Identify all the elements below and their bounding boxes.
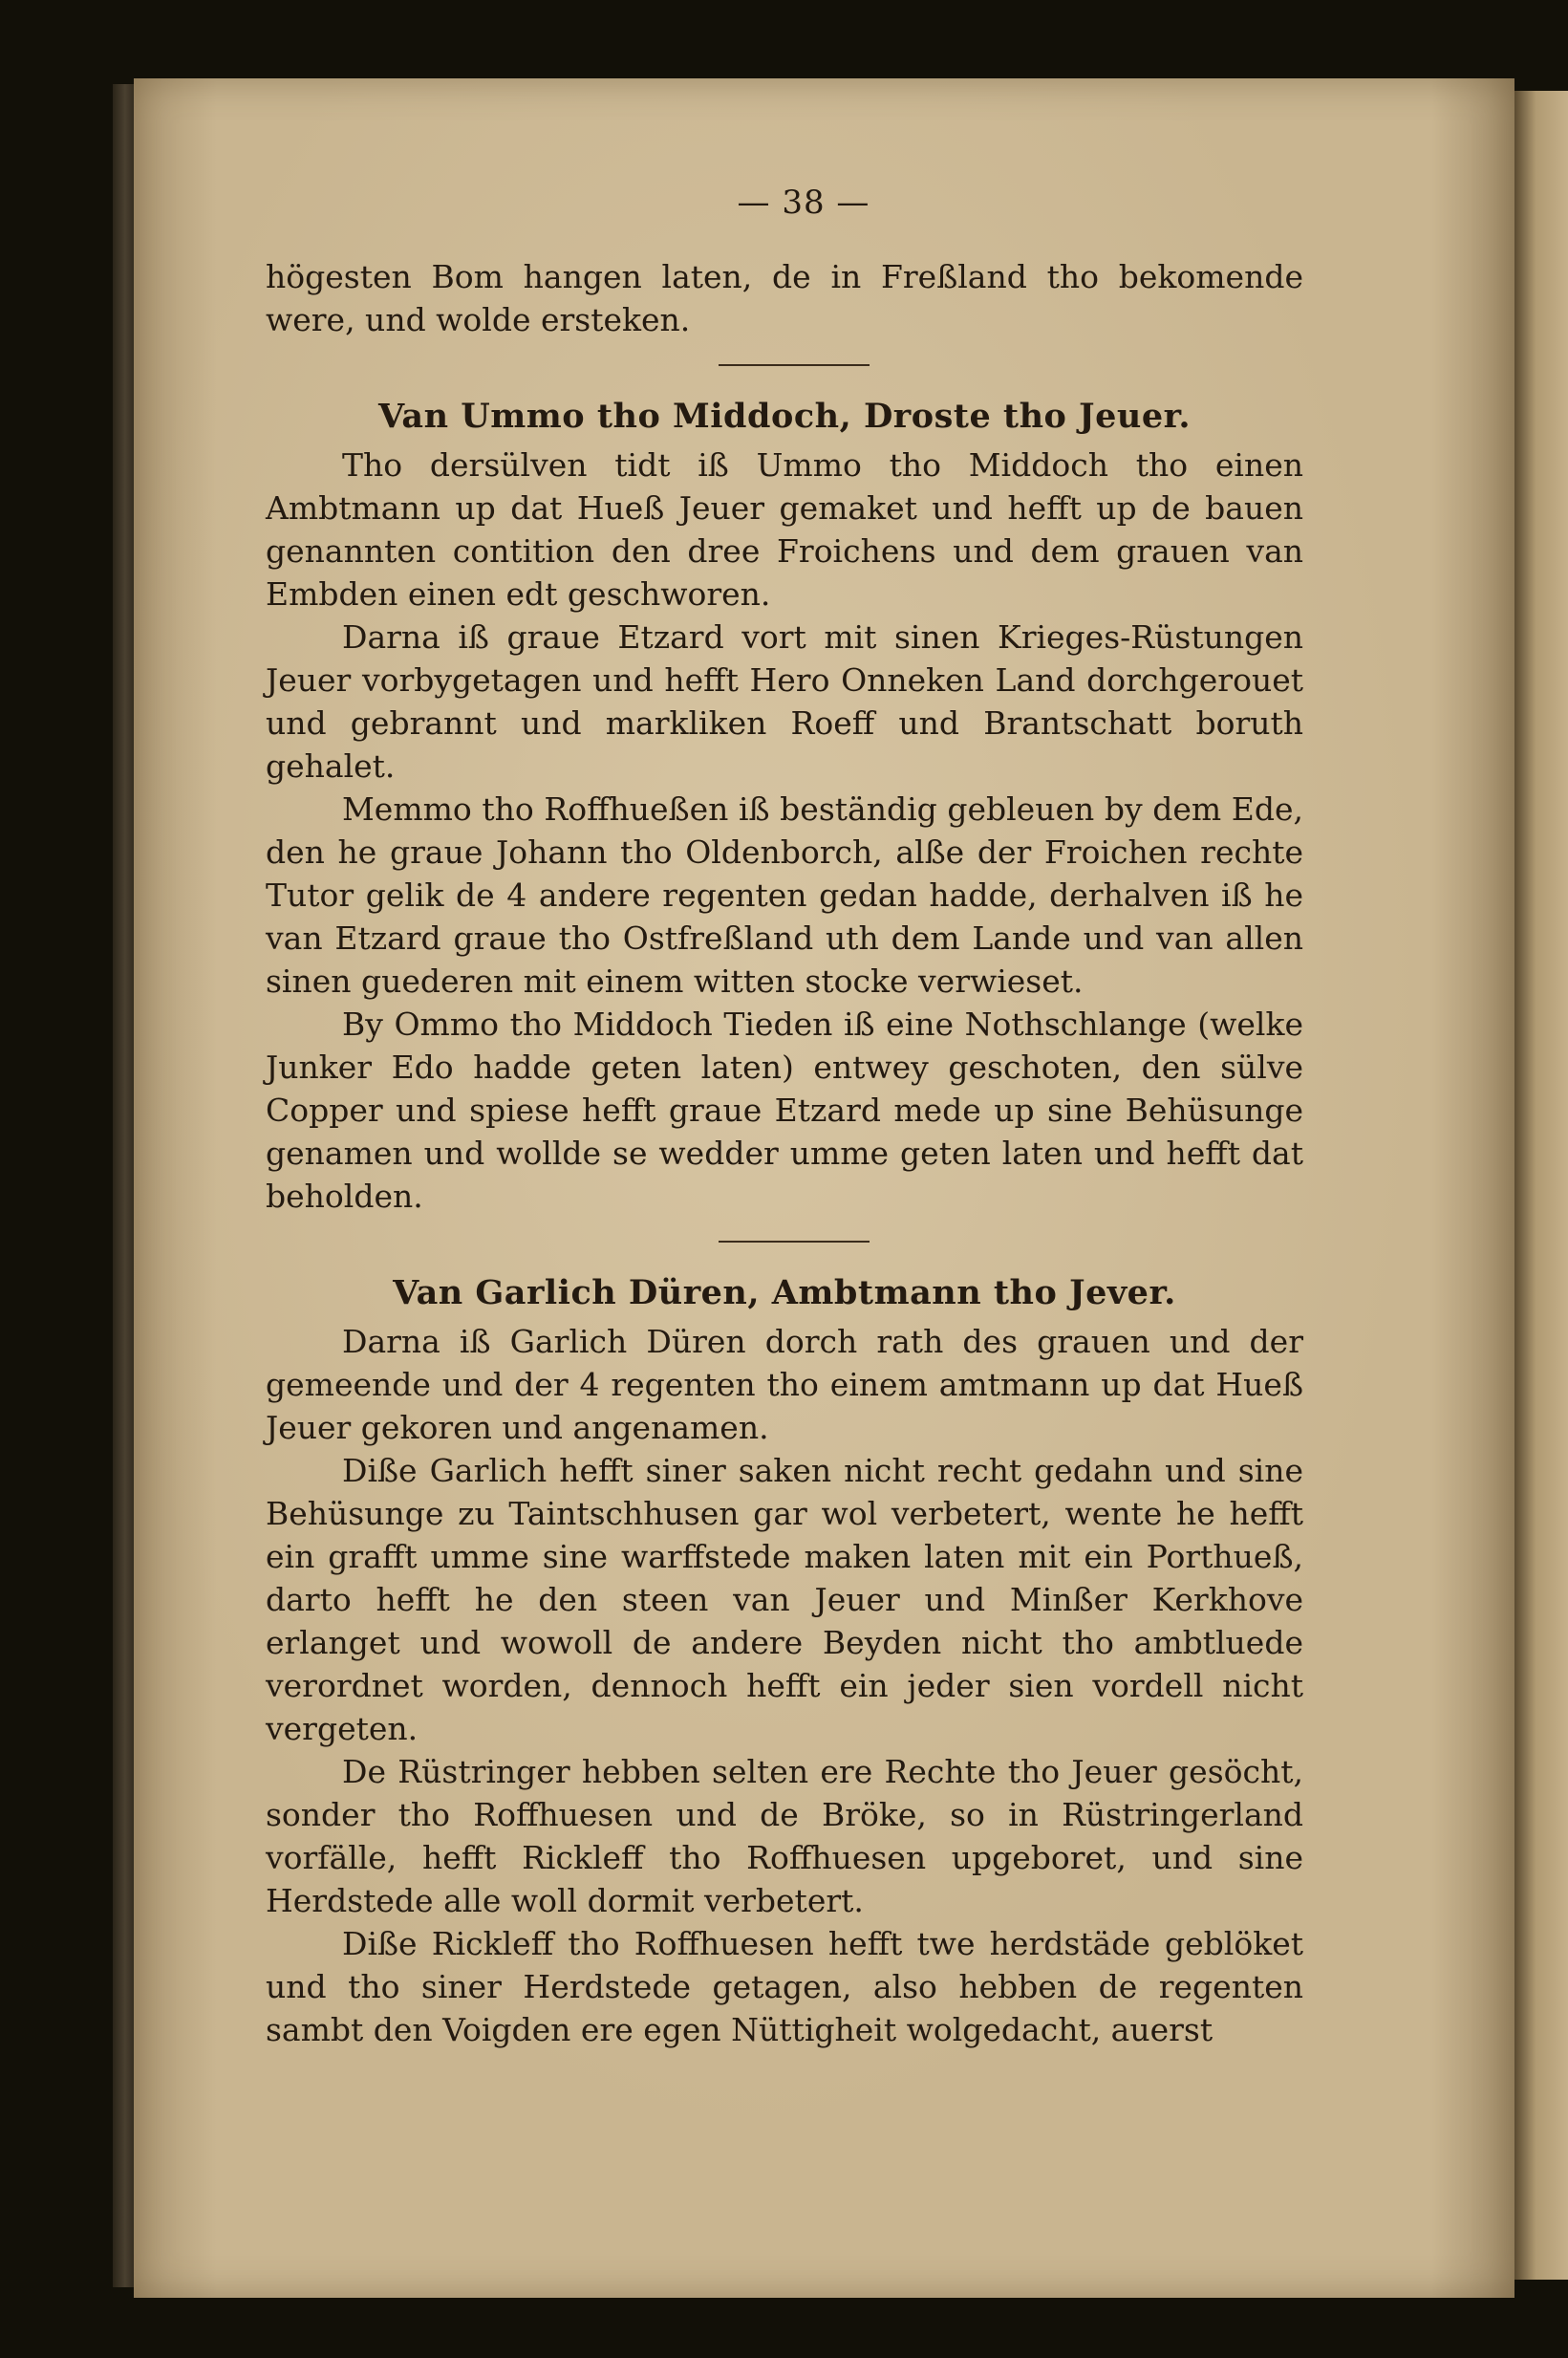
section-garlich bbox=[266, 1271, 1303, 2051]
paragraph: Tho dersülven tidt iß Ummo tho Middoch tho einen Ambtmann up dat Hueß Jeuer gemaket und hefft up de bauen genannten contition den dree Froichens und dem grauen van Embden einen edt geschworen. bbox=[266, 446, 1303, 613]
intro-paragraph: högesten Bom hangen laten, de in Freßland tho bekomende were, und wolde ersteken. bbox=[266, 258, 1303, 338]
paragraph: De Rüstringer hebben selten ere Rechte tho Jeuer gesöcht, sonder tho Roffhuesen und de Bröke, so in Rüstringerland vorfälle, hefft Rickleff tho Roffhuesen upgeboret, und sine Herdstede alle woll dormit verbetert. bbox=[266, 1753, 1303, 1919]
paragraph: Darna iß graue Etzard vort mit sinen Krieges-Rüstungen Jeuer vorbygetagen und hefft Hero Onneken Land dorchgerouet und gebrannt und markliken Roeff und Brantschatt boruth gehalet. bbox=[266, 618, 1303, 785]
section-divider bbox=[719, 364, 870, 366]
paragraph: Diße Garlich hefft siner saken nicht recht gedahn und sine Behüsunge zu Taintschhusen gar wol verbetert, wente he hefft ein grafft umme sine warffstede maken laten mit ein Porthueß, darto hefft he den steen van Jeuer und Minßer Kerkhove erlanget und wowoll de andere Beyden nicht tho ambtluede verordnet worden, dennoch hefft ein jeder sien vordell nicht vergeten. bbox=[266, 1452, 1303, 1747]
paragraph: By Ommo tho Middoch Tieden iß eine Nothschlange (welke Junker Edo hadde geten laten) entwey geschoten, den sülve Copper und spiese hefft graue Etzard mede up sine Behüsunge genamen und wollde se wedder umme geten laten und hefft dat beholden. bbox=[266, 1006, 1303, 1215]
paragraph: Darna iß Garlich Düren dorch rath des grauen und der gemeende und der 4 regenten tho einem amtmann up dat Hueß Jeuer gekoren und angenamen. bbox=[266, 1323, 1303, 1446]
section-heading: Van Garlich Düren, Ambtmann tho Jever. bbox=[393, 1273, 1176, 1312]
section-heading: Van Ummo tho Middoch, Droste tho Jeuer. bbox=[377, 397, 1192, 436]
paragraph: Diße Rickleff tho Roffhuesen hefft twe herdstäde geblöket und tho siner Herdstede getagen, also hebben de regenten sambt den Voigden ere egen Nüttigheit wolgedacht, auerst bbox=[266, 1925, 1303, 2048]
section-divider bbox=[719, 1241, 870, 1243]
adjacent-page-edge bbox=[1514, 91, 1568, 2280]
section-ummo bbox=[266, 395, 1303, 1218]
page-content bbox=[266, 182, 1303, 2051]
paragraph: Memmo tho Roffhueßen iß beständig gebleuen by dem Ede, den he graue Johann tho Oldenborch, alße der Froichen rechte Tutor gelik de 4 andere regenten gedan hadde, derhalven iß he van Etzard graue tho Ostfreßland uth dem Lande und van allen sinen guederen mit einem witten stocke verwieset. bbox=[266, 790, 1303, 1000]
page-number: — 38 — bbox=[737, 184, 870, 222]
